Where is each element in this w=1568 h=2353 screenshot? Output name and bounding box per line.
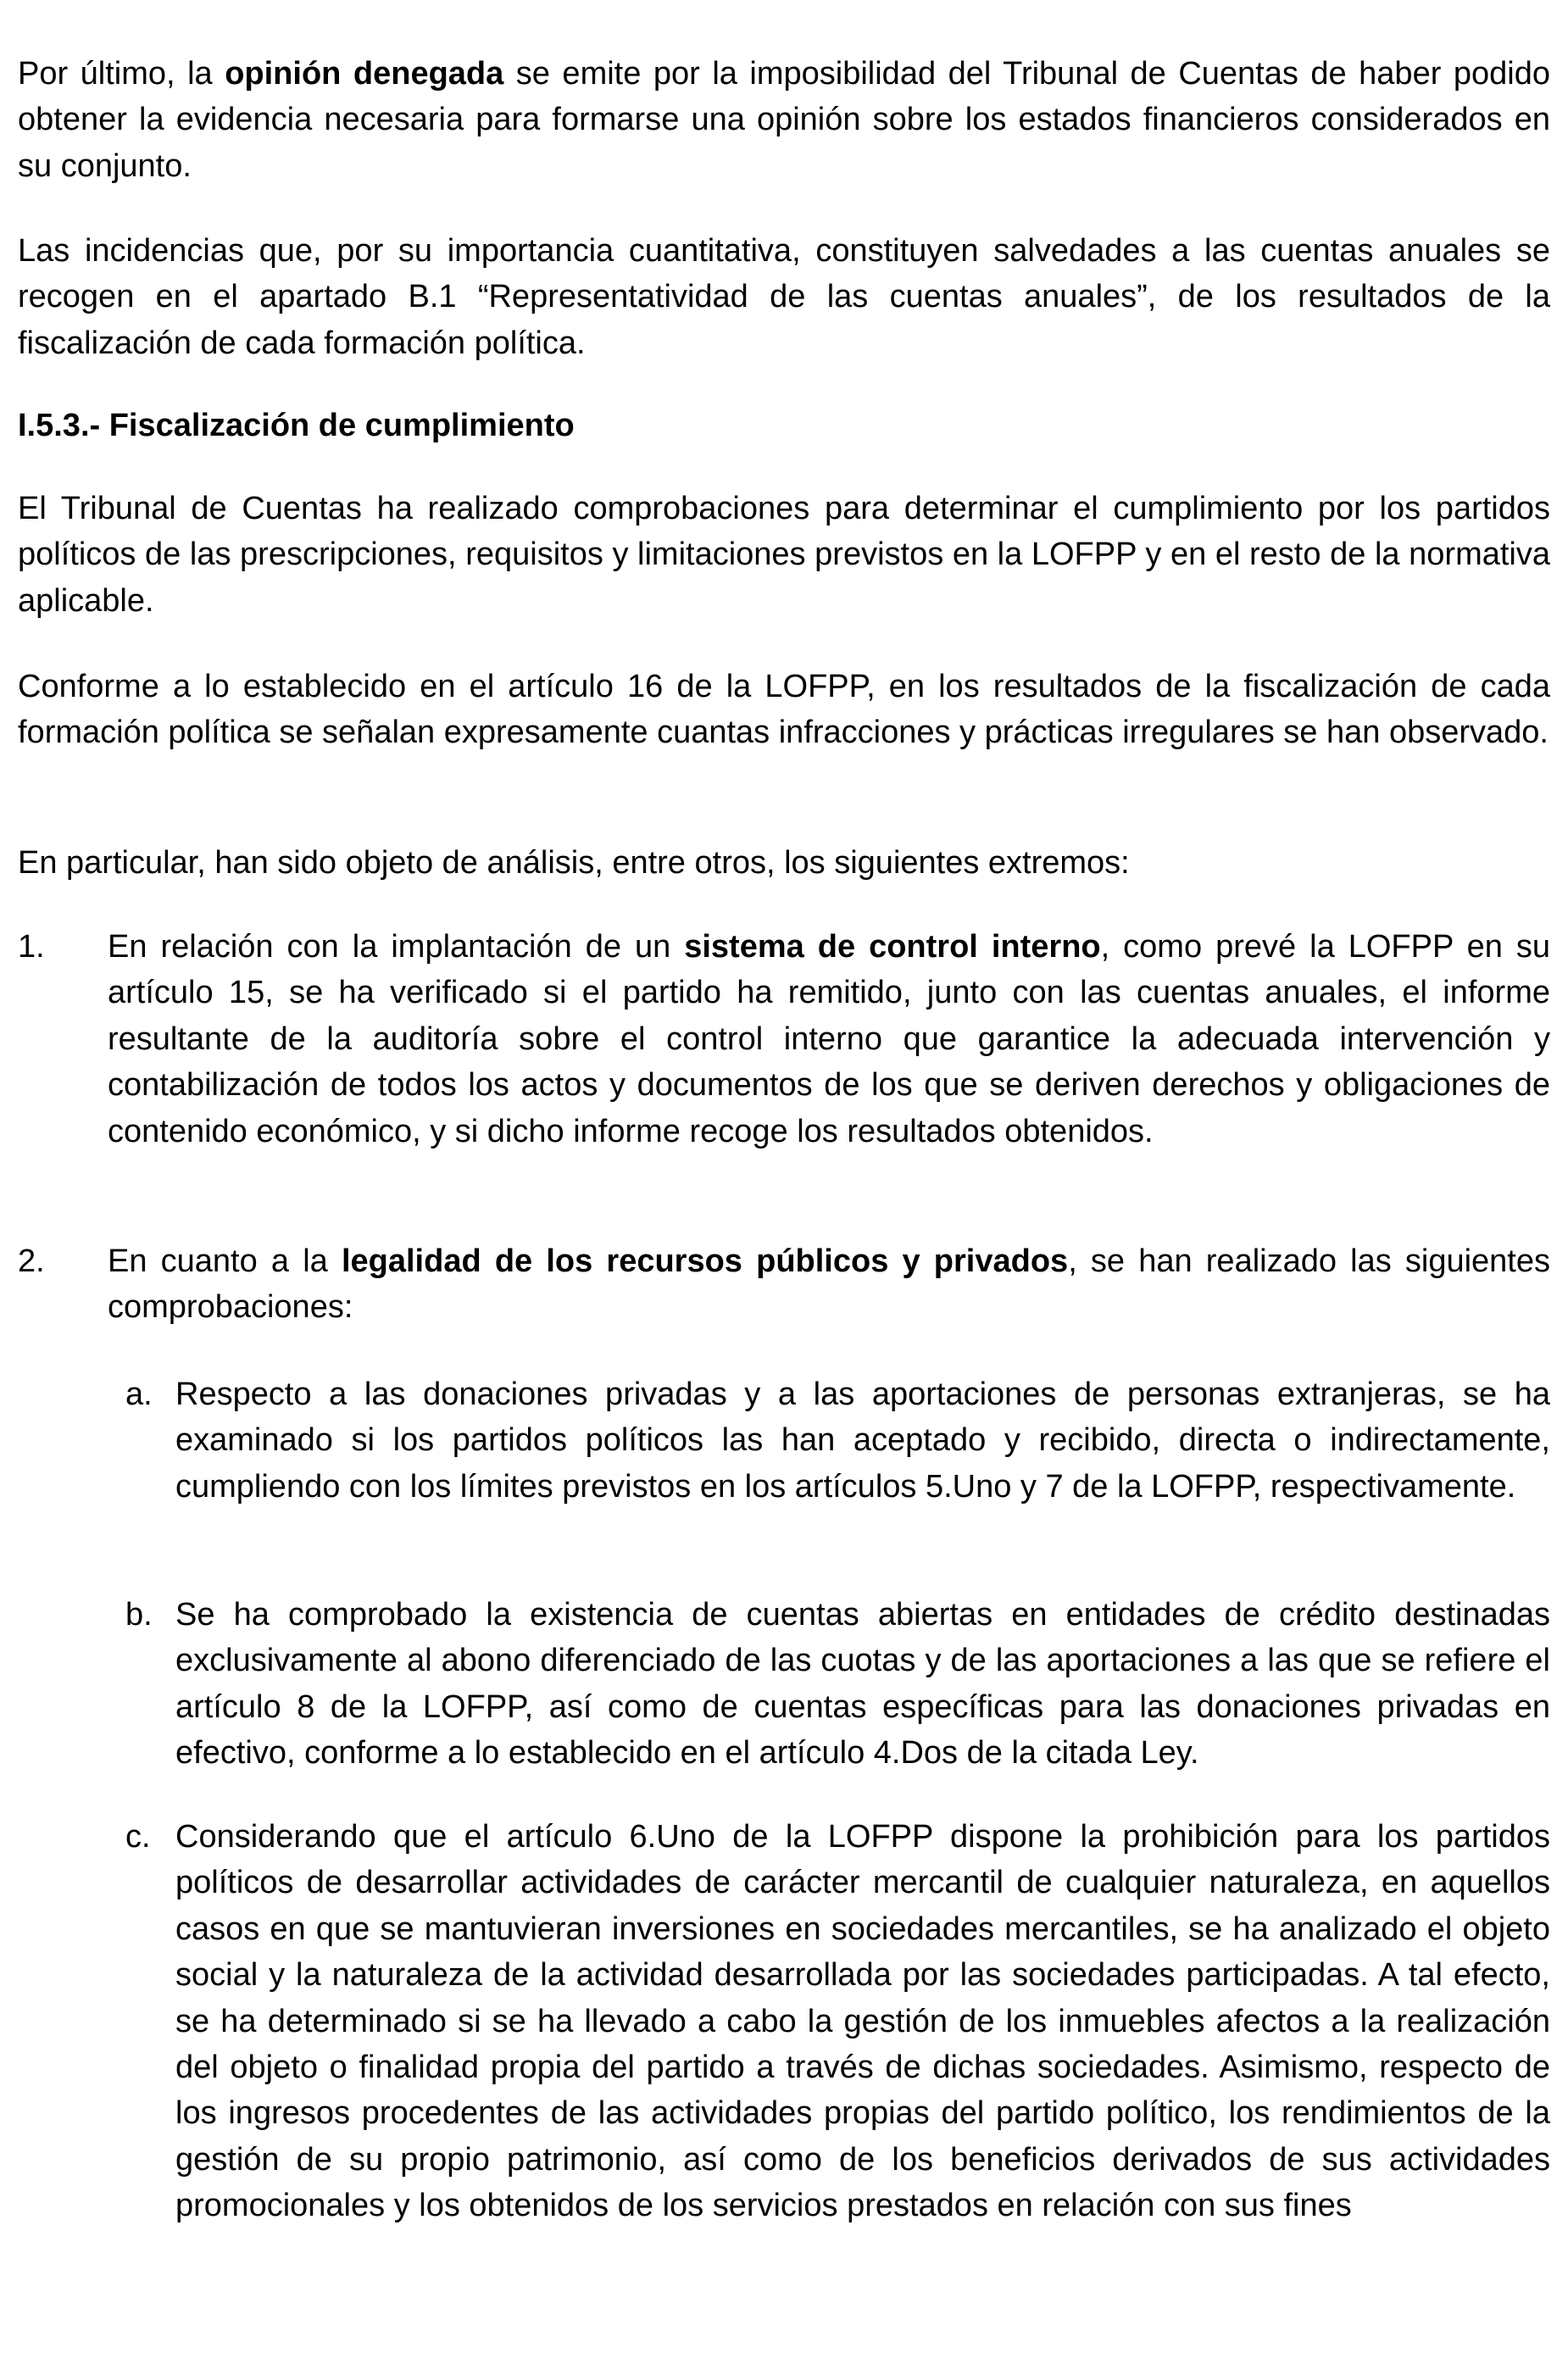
sub-item-text: Se ha comprobado la existencia de cuentas abiertas en entidades de crédito destinadas exclusivamente al abono diferenciado de las cuotas y de las aportaciones a las que se refiere el artículo 8 de la LOFPP, así como de cuentas específicas para las donaciones privadas en efectivo, conforme a lo establecido en el artículo 4.Dos de la citada Ley.: [175, 1597, 1550, 1772]
p5-text: En particular, han sido objeto de análisis, entre otros, los siguientes extremos:: [18, 845, 1130, 881]
item2-bold: legalidad de los recursos públicos y privados: [341, 1243, 1069, 1279]
sub-item-letter: c.: [125, 1819, 151, 1855]
sub-item-text: Considerando que el artículo 6.Uno de la LOFPP dispone la prohibición para los partidos políticos de desarrollar actividades de carácter mercantil de cualquier naturaleza, en aquellos casos en que se mantuvieran inversiones en sociedades mercantiles, se ha analizado el objeto social y la naturaleza de la actividad desarrollada por las sociedades participadas. A tal efecto, se ha determinado si se ha llevado a cabo la gestión de los inmuebles afectos a la realización del objeto o finalidad propia del partido a través de dichas sociedades. Asimismo, respecto de los ingresos procedentes de las actividades propias del partido político, los rendimientos de la gestión de su propio patrimonio, así como de los beneficios derivados de sus actividades promocionales y los obtenidos de los servicios prestados en relación con sus fines: [175, 1819, 1550, 2224]
sub-item-text: Respecto a las donaciones privadas y a las aportaciones de personas extranjeras, se ha examinado si los partidos políticos las han aceptado y recibido, directa o indirectamente, cumpliendo con los límites previstos en los artículos 5.Uno y 7 de la LOFPP, respectivamente.: [175, 1377, 1550, 1505]
paragraph-opinion-denegada: [18, 51, 1550, 189]
item1-pre: En relación con la implantación de un: [108, 929, 685, 965]
list-item-number: 2.: [18, 1243, 45, 1279]
section-heading: [18, 403, 1550, 448]
sub-item-a: [108, 1371, 1550, 1510]
p3-text: El Tribunal de Cuentas ha realizado comprobaciones para determinar el cumplimiento por los partidos políticos de las prescripciones, requisitos y limitaciones previstos en la LOFPP y en el resto de la normativa aplicable.: [18, 491, 1550, 619]
list-item-2: [18, 1238, 1550, 1331]
p4-text: Conforme a lo establecido en el artículo 16 de la LOFPP, en los resultados de la fiscalización de cada formación política se señalan expresamente cuantas infracciones y prácticas irregulares se han observado.: [18, 669, 1550, 751]
sub-item-c: [108, 1814, 1550, 2229]
list-item-1: [18, 924, 1550, 1154]
heading-text: I.5.3.- Fiscalización de cumplimiento: [18, 408, 575, 443]
p1-pre: Por último, la: [18, 56, 225, 92]
p1-post: se emite por la imposibilidad del Tribunal de Cuentas de haber podido obtener la evidencia necesaria para formarse una opinión sobre los estados financieros considerados en su conjunto.: [18, 56, 1550, 184]
item1-bold: sistema de control interno: [684, 929, 1101, 965]
paragraph-incidencias: [18, 228, 1550, 366]
item2-post: , se han realizado las siguientes comprobaciones:: [108, 1243, 1551, 1326]
item1-post: , como prevé la LOFPP en su artículo 15, se ha verificado si el partido ha remitido, junto con las cuentas anuales, el informe resultante de la auditoría sobre el control interno que garantice la adecuada intervención y contabilización de todos los actos y documentos de los que se deriven derechos y obligaciones de contenido económico, y si dicho informe recoge los resultados obtenidos.: [108, 929, 1550, 1149]
paragraph-en-particular: [18, 840, 1550, 886]
paragraph-comprobaciones: [18, 486, 1550, 624]
sub-item-letter: b.: [125, 1597, 153, 1633]
item2-pre: En cuanto a la: [108, 1243, 342, 1279]
sub-item-b: [108, 1592, 1550, 1777]
sub-item-letter: a.: [125, 1377, 153, 1412]
paragraph-articulo-16: [18, 664, 1550, 756]
p1-bold: opinión denegada: [225, 56, 504, 92]
p2-text: Las incidencias que, por su importancia cuantitativa, constituyen salvedades a las cuentas anuales se recogen en el apartado B.1 “Representatividad de las cuentas anuales”, de los resultados de la fiscalización de cada formación política.: [18, 233, 1550, 361]
list-item-number: 1.: [18, 929, 45, 965]
